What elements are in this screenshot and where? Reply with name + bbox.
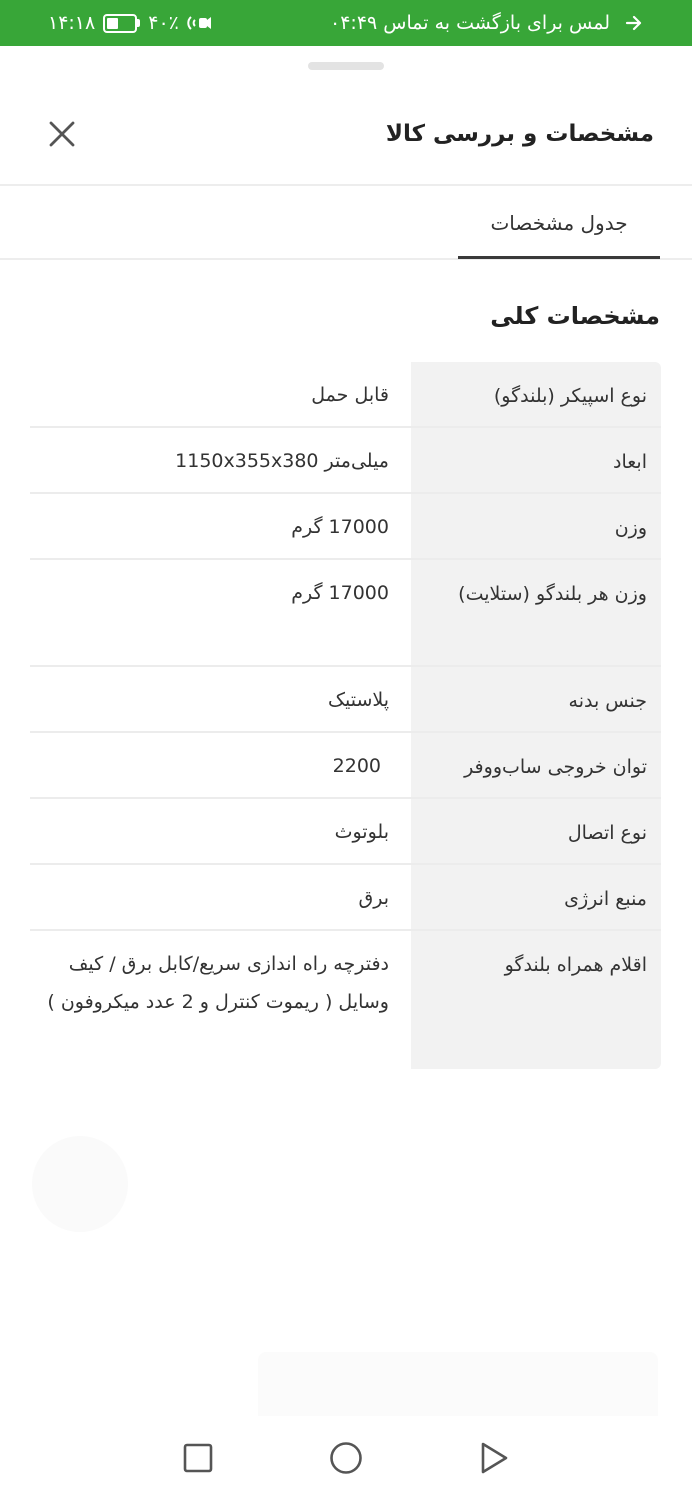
- spec-row: [30, 799, 661, 865]
- back-button[interactable]: [476, 1440, 512, 1476]
- home-button[interactable]: [328, 1440, 364, 1476]
- battery-percent: ۴۰٪: [148, 12, 179, 34]
- spec-value: بلوتوث: [334, 821, 389, 843]
- spec-row: [30, 667, 661, 733]
- spec-value: قابل حمل: [311, 384, 389, 406]
- return-to-call-label: لمس برای بازگشت به تماس ۰۴:۴۹: [330, 12, 610, 34]
- spec-label: اقلام همراه بلندگو: [411, 931, 661, 1069]
- call-volume-icon: [187, 13, 213, 33]
- spec-row: [30, 931, 661, 1069]
- system-nav-bar: [0, 1416, 692, 1500]
- close-icon: [47, 119, 77, 149]
- active-tab-indicator: [458, 256, 660, 259]
- battery-icon: [103, 14, 140, 33]
- product-specs-sheet: [0, 46, 692, 1416]
- spec-value: دفترچه راه اندازی سریع/کابل برق / کیف وسایل ( ریموت کنترل و 2 عدد میکروفون ): [47, 953, 389, 1013]
- spec-label: نوع اتصال: [411, 799, 661, 863]
- spec-row: [30, 494, 661, 560]
- arrow-right-icon: [624, 13, 644, 33]
- spec-label: وزن هر بلندگو (ستلایت): [411, 560, 661, 665]
- spec-value: پلاستیک: [327, 689, 389, 711]
- recent-apps-button[interactable]: [180, 1440, 216, 1476]
- spec-label: نوع اسپیکر (بلندگو): [411, 362, 661, 426]
- circle-icon: [329, 1441, 363, 1475]
- spec-table: [30, 362, 661, 1069]
- spec-value: 2200: [332, 755, 381, 777]
- spec-label: منبع انرژی: [411, 865, 661, 929]
- background-placeholder: [32, 1136, 128, 1232]
- spec-value: 17000 گرم: [291, 582, 389, 604]
- spec-row: [30, 428, 661, 494]
- triangle-back-icon: [479, 1441, 509, 1475]
- spec-label: توان خروجی ساب‌ووفر: [411, 733, 661, 797]
- spec-value: 17000 گرم: [291, 516, 389, 538]
- sheet-title: مشخصات و بررسی کالا: [385, 121, 654, 147]
- tab-specs-table[interactable]: جدول مشخصات: [490, 211, 628, 235]
- spec-label: جنس بدنه: [411, 667, 661, 731]
- spec-value: میلی‌متر 1150x355x380: [175, 450, 389, 472]
- sheet-drag-handle[interactable]: [308, 62, 384, 70]
- spec-label: وزن: [411, 494, 661, 558]
- spec-row: [30, 865, 661, 931]
- tab-bar: [0, 186, 692, 260]
- status-indicators: [48, 12, 213, 34]
- sheet-header: [0, 84, 692, 184]
- square-icon: [183, 1443, 213, 1473]
- call-status-bar[interactable]: [0, 0, 692, 46]
- spec-row: [30, 362, 661, 428]
- spec-value: برق: [358, 887, 389, 909]
- clock: ۱۴:۱۸: [48, 12, 96, 34]
- spec-row: [30, 733, 661, 799]
- spec-row: [30, 560, 661, 667]
- return-to-call[interactable]: [330, 12, 644, 34]
- close-button[interactable]: [44, 116, 80, 152]
- spec-label: ابعاد: [411, 428, 661, 492]
- section-title: مشخصات کلی: [490, 302, 660, 330]
